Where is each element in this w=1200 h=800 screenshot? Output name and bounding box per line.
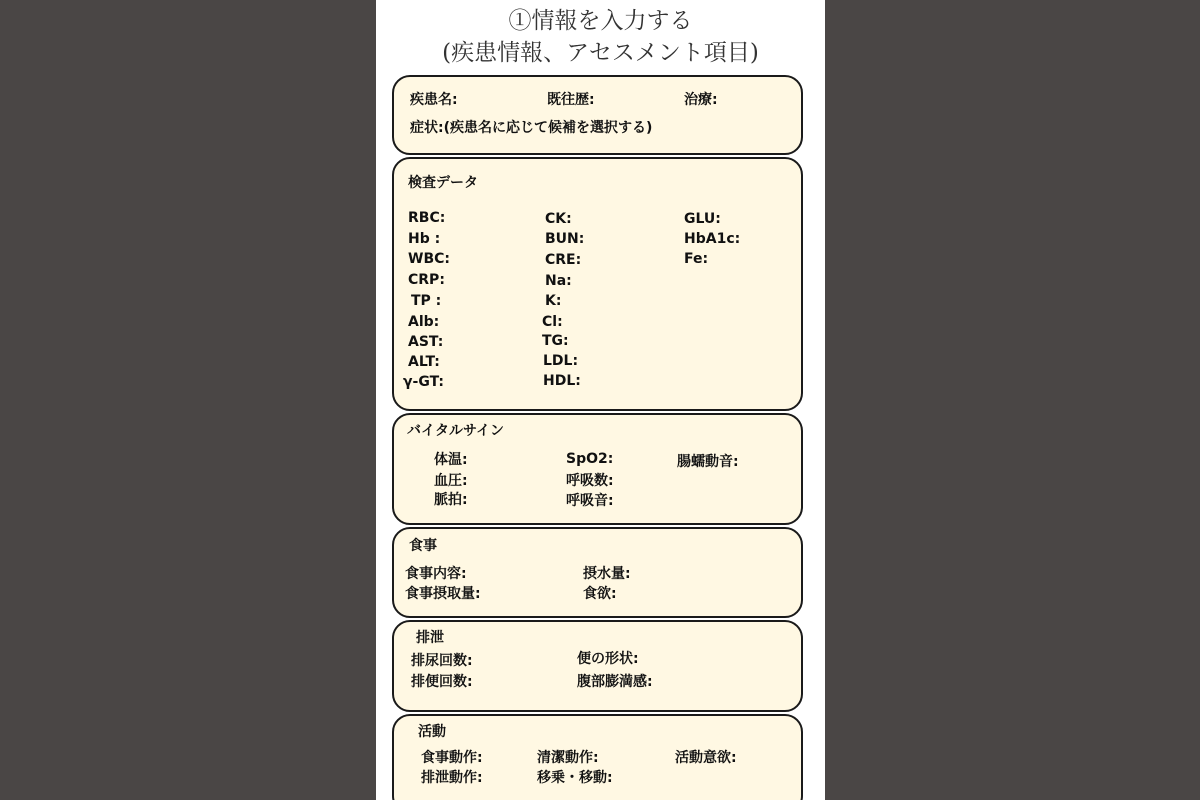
- activity-card: [392, 714, 803, 800]
- meal-title: 食事: [409, 538, 437, 554]
- vital-temperature-field[interactable]: 体温:: [434, 452, 468, 468]
- lab-cre-field[interactable]: CRE:: [545, 252, 582, 268]
- stool-shape-field[interactable]: 便の形状:: [577, 651, 639, 667]
- vital-blood-pressure-field[interactable]: 血圧:: [434, 473, 468, 489]
- activity-title: 活動: [418, 724, 446, 740]
- lab-k-field[interactable]: K:: [545, 293, 562, 309]
- vital-signs-title: バイタルサイン: [407, 423, 505, 439]
- lab-fe-field[interactable]: Fe:: [684, 251, 709, 267]
- form-page: [376, 0, 825, 800]
- lab-alt-field[interactable]: ALT:: [408, 354, 440, 370]
- medical-history-field[interactable]: 既往歴:: [547, 92, 595, 108]
- lab-bun-field[interactable]: BUN:: [545, 231, 585, 247]
- eating-motion-field[interactable]: 食事動作:: [421, 750, 483, 766]
- symptom-field[interactable]: 症状:(疾患名に応じて候補を選択する): [410, 120, 653, 136]
- water-intake-field[interactable]: 摂水量:: [583, 566, 631, 582]
- transfer-movement-field[interactable]: 移乗・移動:: [537, 770, 613, 786]
- lab-ck-field[interactable]: CK:: [545, 211, 572, 227]
- toileting-motion-field[interactable]: 排泄動作:: [421, 770, 483, 786]
- disease-name-field[interactable]: 疾患名:: [410, 92, 458, 108]
- lab-rbc-field[interactable]: RBC:: [408, 210, 446, 226]
- meal-card: [392, 527, 803, 618]
- lab-alb-field[interactable]: Alb:: [408, 314, 440, 330]
- lab-tg-field[interactable]: TG:: [542, 333, 569, 349]
- lab-na-field[interactable]: Na:: [545, 273, 572, 289]
- vital-spo2-field[interactable]: SpO2:: [566, 451, 614, 467]
- page-title: ①情報を入力する: [508, 8, 693, 34]
- vital-respiration-rate-field[interactable]: 呼吸数:: [566, 473, 614, 489]
- lab-crp-field[interactable]: CRP:: [408, 272, 445, 288]
- vital-bowel-sound-field[interactable]: 腸蠕動音:: [677, 454, 739, 470]
- activity-motivation-field[interactable]: 活動意欲:: [675, 750, 737, 766]
- lab-glu-field[interactable]: GLU:: [684, 211, 721, 227]
- abdominal-bloating-field[interactable]: 腹部膨満感:: [577, 674, 653, 690]
- vital-breath-sound-field[interactable]: 呼吸音:: [566, 493, 614, 509]
- cleaning-motion-field[interactable]: 清潔動作:: [537, 750, 599, 766]
- lab-hba1c-field[interactable]: HbA1c:: [684, 231, 741, 247]
- disease-info-card: [392, 75, 803, 155]
- excretion-card: [392, 620, 803, 712]
- treatment-field[interactable]: 治療:: [684, 92, 718, 108]
- excretion-title: 排泄: [416, 630, 444, 646]
- lab-ldl-field[interactable]: LDL:: [543, 353, 579, 369]
- lab-hdl-field[interactable]: HDL:: [543, 373, 581, 389]
- defecation-count-field[interactable]: 排便回数:: [411, 674, 473, 690]
- lab-tp-field[interactable]: TP :: [411, 293, 442, 309]
- lab-data-card: [392, 157, 803, 411]
- lab-cl-field[interactable]: Cl:: [542, 314, 563, 330]
- lab-ggt-field[interactable]: γ-GT:: [403, 374, 444, 390]
- lab-data-title: 検査データ: [408, 175, 478, 191]
- vital-pulse-field[interactable]: 脈拍:: [434, 492, 468, 508]
- meal-content-field[interactable]: 食事内容:: [405, 566, 467, 582]
- lab-hb-field[interactable]: Hb :: [408, 231, 441, 247]
- urination-count-field[interactable]: 排尿回数:: [411, 653, 473, 669]
- lab-ast-field[interactable]: AST:: [408, 334, 444, 350]
- vital-signs-card: [392, 413, 803, 525]
- meal-intake-field[interactable]: 食事摂取量:: [405, 586, 481, 602]
- appetite-field[interactable]: 食欲:: [583, 586, 617, 602]
- page-subtitle: (疾患情報、アセスメント項目): [442, 40, 759, 66]
- lab-wbc-field[interactable]: WBC:: [408, 251, 450, 267]
